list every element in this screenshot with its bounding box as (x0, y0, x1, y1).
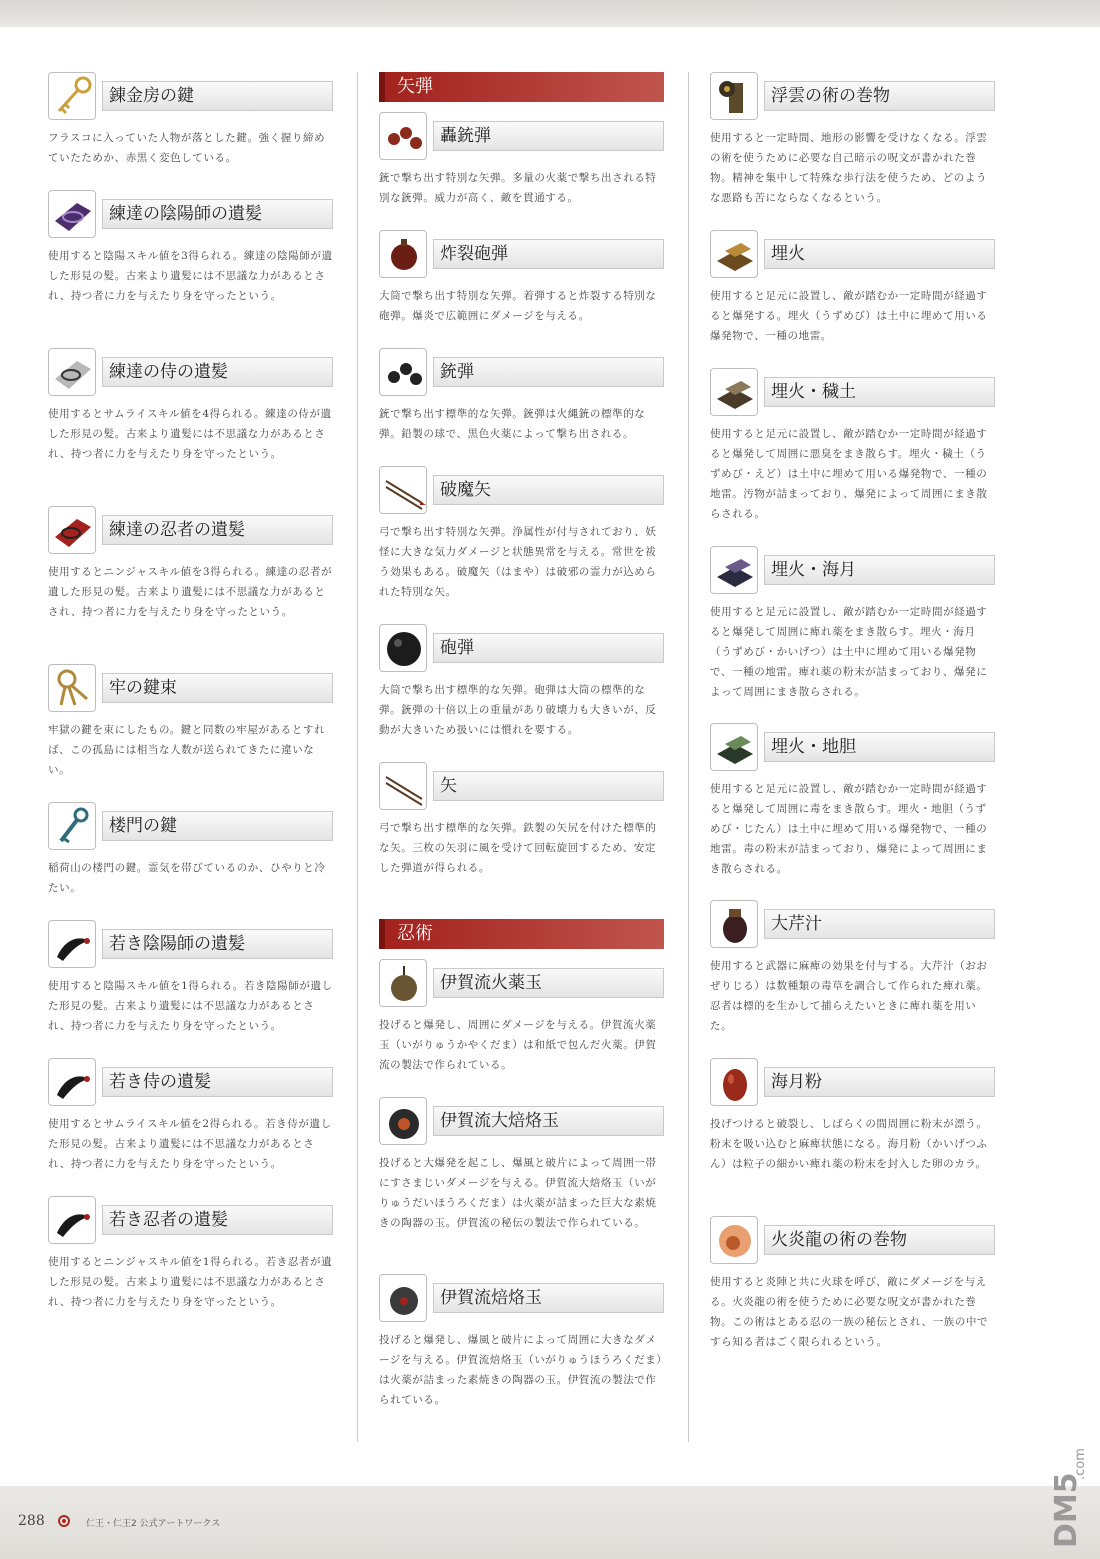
golden-key-icon (48, 72, 96, 120)
item-description: 大筒で撃ち出す特別な矢弾。着弾すると炸裂する特別な砲弾。爆炎で広範囲にダメージを与える。 (379, 290, 657, 322)
item-name: 牢の鍵束 (102, 673, 333, 703)
powder-ball-icon (379, 959, 427, 1007)
item-entry (379, 1097, 664, 1233)
landmine-icon (710, 230, 758, 278)
purple-hair-icon (48, 190, 96, 238)
item-entry (379, 466, 664, 602)
item-description: 大筒で撃ち出す標準的な矢弾。砲弾は大筒の標準的な弾。銃弾の十倍以上の重量があり破壊力も大きいが、反動が大きいため扱いには慣れを要する。 (379, 684, 657, 736)
black-hair-icon (48, 1196, 96, 1244)
item-name: 若き忍者の遺髪 (102, 1205, 333, 1235)
item-description: 使用すると炎陣と共に火球を呼び、敵にダメージを与える。火炎龍の術を使うために必要な呪文が書かれた巻物。この術はとある忍の一族の秘伝とされ、一族の中ですら知る者はごく限られるという。 (710, 1276, 989, 1348)
item-name: 大芹汁 (764, 909, 995, 939)
arrow-icon (379, 762, 427, 810)
item-entry (379, 959, 664, 1075)
item-entry (379, 1274, 664, 1410)
item-entry (710, 723, 995, 879)
fire-scroll-icon (710, 1216, 758, 1264)
svg-text:DM5: DM5 (1049, 1472, 1084, 1548)
item-name: 若き侍の遺髪 (102, 1067, 333, 1097)
column-divider (357, 72, 358, 1442)
item-name: 楼門の鍵 (102, 811, 333, 841)
item-description: 銃で撃ち出す特別な矢弾。多量の火薬で撃ち出される特別な銃弾。威力が高く、敵を貫通する。 (379, 172, 657, 204)
item-name: 矢 (433, 771, 664, 801)
item-entry (710, 230, 995, 346)
item-name: 錬金房の鍵 (102, 81, 333, 111)
egg-icon (710, 1058, 758, 1106)
black-hair-icon (48, 920, 96, 968)
item-name: 破魔矢 (433, 475, 664, 505)
item-name: 練達の陰陽師の遺髪 (102, 199, 333, 229)
item-entry (379, 624, 664, 740)
blue-key-icon (48, 802, 96, 850)
column-divider (688, 72, 689, 1442)
item-name: 若き陰陽師の遺髪 (102, 929, 333, 959)
item-entry (710, 368, 995, 524)
item-description: 弓で撃ち出す標準的な矢弾。鉄製の矢尻を付けた標準的な矢。三枚の矢羽に風を受けて回転旋回するため、安定した弾道が得られる。 (379, 822, 657, 874)
item-entry (710, 1058, 995, 1174)
item-name: 練達の侍の遺髪 (102, 357, 333, 387)
item-description: 使用すると一定時間、地形の影響を受けなくなる。浮雲の術を使うために必要な自己暗示の呪文が書かれた巻物。精神を集中して特殊な歩行法を使うため、どのような悪路も苦にならなくなるという。 (710, 132, 988, 204)
key-ring-icon (48, 664, 96, 712)
item-description: 弓で撃ち出す特別な矢弾。浄属性が付与されており、妖怪に大きな気力ダメージと状態異常を与える。常世を祓う効果もある。破魔矢（はまや）は破邪の霊力が込められた特別な矢。 (379, 526, 657, 598)
item-entry (379, 112, 664, 208)
item-name: 埋火・穢土 (764, 377, 995, 407)
item-name: 砲弾 (433, 633, 664, 663)
item-name: 銃弾 (433, 357, 664, 387)
item-name: 埋火 (764, 239, 995, 269)
big-bomb-icon (379, 1097, 427, 1145)
item-name: 浮雲の術の巻物 (764, 81, 995, 111)
item-description: 投げると爆発し、爆風と破片によって周囲に大きなダメージを与える。伊賀流焙烙玉（いがりゅうほうろくだま）は火薬が詰まった素焼きの陶器の玉。伊賀流の製法で作られている。 (379, 1334, 663, 1406)
jar-icon (710, 900, 758, 948)
item-entry (379, 762, 664, 878)
item-entry (48, 664, 333, 780)
circle-emblem-icon (58, 1515, 70, 1527)
scroll-icon (710, 72, 758, 120)
item-description: 投げると大爆発を起こし、爆風と破片によって周囲一帯にすさまじいダメージを与える。伊賀流大焙烙玉（いがりゅうだいほうろくだま）は火薬が詰まった巨大な素焼きの陶器の玉。伊賀流の秘伝の製法で作られている。 (379, 1157, 657, 1229)
item-entry (48, 348, 333, 464)
item-entry (379, 230, 664, 326)
item-entry (710, 546, 995, 702)
item-description: 使用するとサムライスキル値を4得られる。練達の侍が遺した形見の髪。古来より遺髪には不思議な力があるとされ、持つ者に力を与えたり身を守ったという。 (48, 408, 332, 460)
item-name: 轟銃弾 (433, 121, 664, 151)
item-name: 埋火・海月 (764, 555, 995, 585)
item-name: 火炎龍の術の巻物 (764, 1225, 995, 1255)
item-name: 伊賀流大焙烙玉 (433, 1106, 664, 1136)
red-bullets-icon (379, 112, 427, 160)
item-description: 使用すると武器に麻痺の効果を付与する。大芹汁（おおぜりじる）は数種類の毒草を調合して作られた痺れ薬。忍者は標的を生かして捕らえたいときに痺れ薬を用いた。 (710, 960, 988, 1032)
bomb-icon (379, 1274, 427, 1322)
grey-hair-icon (48, 348, 96, 396)
item-entry (48, 72, 333, 168)
item-description: 使用すると陰陽スキル値を1得られる。若き陰陽師が遺した形見の髪。古来より遺髪には不思議な力があるとされ、持つ者に力を与えたり身を守ったという。 (48, 980, 333, 1032)
item-name: 伊賀流焙烙玉 (433, 1283, 664, 1313)
black-hair-icon (48, 1058, 96, 1106)
book-title: 仁王・仁王2 公式アートワークス (86, 1519, 221, 1529)
item-entry (710, 900, 995, 1036)
item-entry (48, 190, 333, 306)
item-description: 使用すると足元に設置し、敵が踏むか一定時間が経過すると爆発して周囲に毒をまき散らす。埋火・地胆（うずめび・じたん）は土中に埋めて用いる爆発物で、一種の地雷。毒の粉末が詰まっており、爆発によって周囲にまき散らされる。 (710, 783, 988, 875)
item-description: 投げると爆発し、周囲にダメージを与える。伊賀流火薬玉（いがりゅうかやくだま）は和紙で包んだ火薬。伊賀流の製法で作られている。 (379, 1019, 657, 1071)
item-name: 炸裂砲弾 (433, 239, 664, 269)
landmine-jelly-icon (710, 546, 758, 594)
explosive-shell-icon (379, 230, 427, 278)
item-entry (48, 920, 333, 1036)
section-header-ninjutsu: 忍術 (379, 919, 664, 949)
item-description: 使用すると足元に設置し、敵が踏むか一定時間が経過すると爆発する。埋火（うずめび）は土中に埋めて用いる爆発物で、一種の地雷。 (710, 290, 988, 342)
item-entry (48, 1058, 333, 1174)
item-description: 稲荷山の楼門の鍵。霊気を帯びているのか、ひやりと冷たい。 (48, 862, 326, 894)
red-hair-icon (48, 506, 96, 554)
item-description: 使用すると陰陽スキル値を3得られる。練達の陰陽師が遺した形見の髪。古来より遺髪には不思議な力があるとされ、持つ者に力を与えたり身を守ったという。 (48, 250, 333, 302)
item-description: 使用すると足元に設置し、敵が踏むか一定時間が経過すると爆発して周囲に痺れ薬をまき散らす。埋火・海月（うずめび・かいげつ）は土中に埋めて用いる爆発物で、一種の地雷。痺れ薬の粉末が詰まっており、爆発によって周囲にまき散らされる。 (710, 606, 988, 698)
item-name: 練達の忍者の遺髪 (102, 515, 333, 545)
top-paper-band (0, 0, 1100, 27)
landmine-poison-icon (710, 723, 758, 771)
svg-text:.com: .com (1073, 1448, 1088, 1480)
item-description: フラスコに入っていた人物が落とした鍵。強く握り締めていたためか、赤黒く変色している。 (48, 132, 326, 164)
section-header-ammo: 矢弾 (379, 72, 664, 102)
item-entry (379, 348, 664, 444)
watermark-logo (1032, 1400, 1092, 1550)
item-entry (710, 72, 995, 208)
page-number: 288 (18, 1513, 45, 1529)
item-entry (48, 1196, 333, 1312)
item-entry (48, 506, 333, 622)
sacred-arrow-icon (379, 466, 427, 514)
item-description: 使用するとニンジャスキル値を3得られる。練達の忍者が遺した形見の髪。古来より遺髪には不思議な力があるとされ、持つ者に力を与えたり身を守ったという。 (48, 566, 333, 618)
cannonball-icon (379, 624, 427, 672)
item-description: 使用するとニンジャスキル値を1得られる。若き忍者が遺した形見の髪。古来より遺髪には不思議な力があるとされ、持つ者に力を与えたり身を守ったという。 (48, 1256, 333, 1308)
item-entry (48, 802, 333, 898)
landmine-filth-icon (710, 368, 758, 416)
item-description: 投げつけると破裂し、しばらくの間周囲に粉末が漂う。粉末を吸い込むと麻痺状態になる。海月粉（かいげつふん）は粒子の細かい痺れ薬の粉末を封入した卵のカラ。 (710, 1118, 988, 1170)
item-name: 海月粉 (764, 1067, 995, 1097)
item-name: 伊賀流火薬玉 (433, 968, 664, 998)
bullets-icon (379, 348, 427, 396)
item-description: 銃で撃ち出す標準的な矢弾。銃弾は火縄銃の標準的な弾。鉛製の球で、黒色火薬によって撃ち出される。 (379, 408, 646, 440)
item-name: 埋火・地胆 (764, 732, 995, 762)
item-description: 使用すると足元に設置し、敵が踏むか一定時間が経過すると爆発して周囲に悪臭をまき散らす。埋火・穢土（うずめび・えど）は土中に埋めて用いる爆発物で、一種の地雷。汚物が詰まっており、爆発によって周囲にまき散らされる。 (710, 428, 988, 520)
item-description: 使用するとサムライスキル値を2得られる。若き侍が遺した形見の髪。古来より遺髪には不思議な力があるとされ、持つ者に力を与えたり身を守ったという。 (48, 1118, 332, 1170)
item-entry (710, 1216, 995, 1352)
item-description: 牢獄の鍵を束にしたもの。鍵と同数の牢屋があるとすれば、この孤島には相当な人数が送られてきたに違いない。 (48, 724, 326, 776)
